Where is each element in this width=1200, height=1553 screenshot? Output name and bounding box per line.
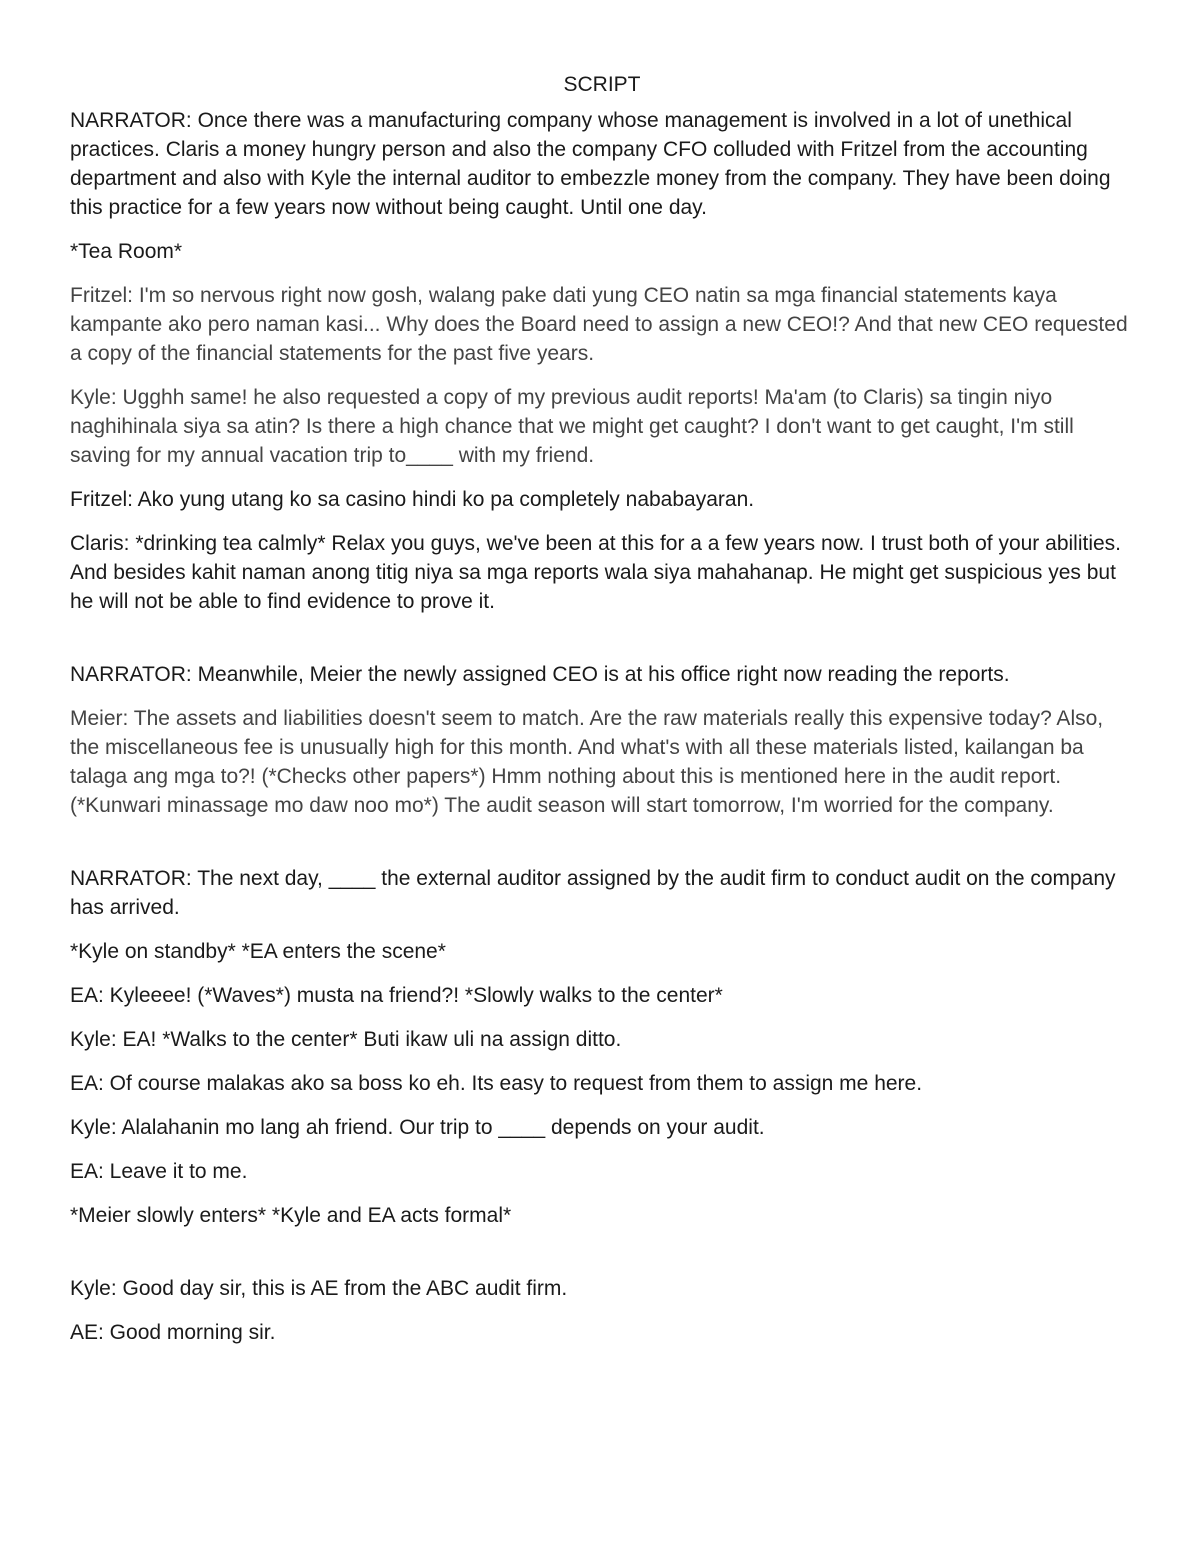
- document-body: [70, 70, 1134, 1362]
- stage-direction-meier-enters: *Meier slowly enters* *Kyle and EA acts formal*: [70, 1204, 512, 1227]
- dialogue-ea-1: EA: Kyleeee! (*Waves*) musta na friend?! *Slowly walks to the center*: [70, 984, 723, 1007]
- dialogue-ea-3: EA: Leave it to me.: [70, 1160, 248, 1183]
- document-title: SCRIPT: [563, 73, 641, 96]
- stage-direction-kyle-standby: *Kyle on standby* *EA enters the scene*: [70, 940, 446, 963]
- dialogue-fritzel-2: Fritzel: Ako yung utang ko sa casino hindi ko pa completely nababayaran.: [70, 488, 755, 511]
- dialogue-meier-1: Meier: The assets and liabilities doesn't seem to match. Are the raw materials really this expensive today? Also, the miscellaneous fee is unusually high for this month. And what's with all these materials listed, kailangan ba talaga ang mga to?! (*Checks other papers*) Hmm nothing about this is mentioned here in the audit report. (*Kunwari minassage mo daw noo mo*) The audit season will start tomorrow, I'm worried for the company.: [70, 707, 1104, 817]
- dialogue-ae-1: AE: Good morning sir.: [70, 1321, 276, 1344]
- dialogue-kyle-2: Kyle: EA! *Walks to the center* Buti ikaw uli na assign ditto.: [70, 1028, 622, 1051]
- dialogue-kyle-3: Kyle: Alalahanin mo lang ah friend. Our trip to ____ depends on your audit.: [70, 1116, 765, 1139]
- dialogue-claris-1: Claris: *drinking tea calmly* Relax you guys, we've been at this for a a few years now. I trust both of your abilities. And besides kahit naman anong titig niya sa mga reports wala siya mahahanap. He might get suspicious yes but he will not be able to find evidence to prove it.: [70, 532, 1122, 613]
- narrator-intro: NARRATOR: Once there was a manufacturing company whose management is involved in a lot of unethical practices. Claris a money hungry person and also the company CFO colluded with Fritzel from the accounting department and also with Kyle the internal auditor to embezzle money from the company. They have been doing this practice for a few years now without being caught. Until one day.: [70, 109, 1111, 219]
- dialogue-fritzel-1: Fritzel: I'm so nervous right now gosh, walang pake dati yung CEO natin sa mga financial statements kaya kampante ako pero naman kasi... Why does the Board need to assign a new CEO!? And that new CEO requested a copy of the financial statements for the past five years.: [70, 284, 1128, 365]
- narrator-meanwhile: NARRATOR: Meanwhile, Meier the newly assigned CEO is at his office right now reading the reports.: [70, 663, 1010, 686]
- scene-heading-tea-room: *Tea Room*: [70, 240, 183, 263]
- dialogue-ea-2: EA: Of course malakas ako sa boss ko eh. Its easy to request from them to assign me here.: [70, 1072, 923, 1095]
- dialogue-kyle-4: Kyle: Good day sir, this is AE from the ABC audit firm.: [70, 1277, 568, 1300]
- narrator-next-day: NARRATOR: The next day, ____ the external auditor assigned by the audit firm to conduct audit on the company has arrived.: [70, 867, 1116, 919]
- dialogue-kyle-1: Kyle: Ugghh same! he also requested a copy of my previous audit reports! Ma'am (to Claris) sa tingin niyo naghihinala siya sa atin? Is there a high chance that we might get caught? I don't want to get caught, I'm still saving for my annual vacation trip to____ with my friend.: [70, 386, 1074, 467]
